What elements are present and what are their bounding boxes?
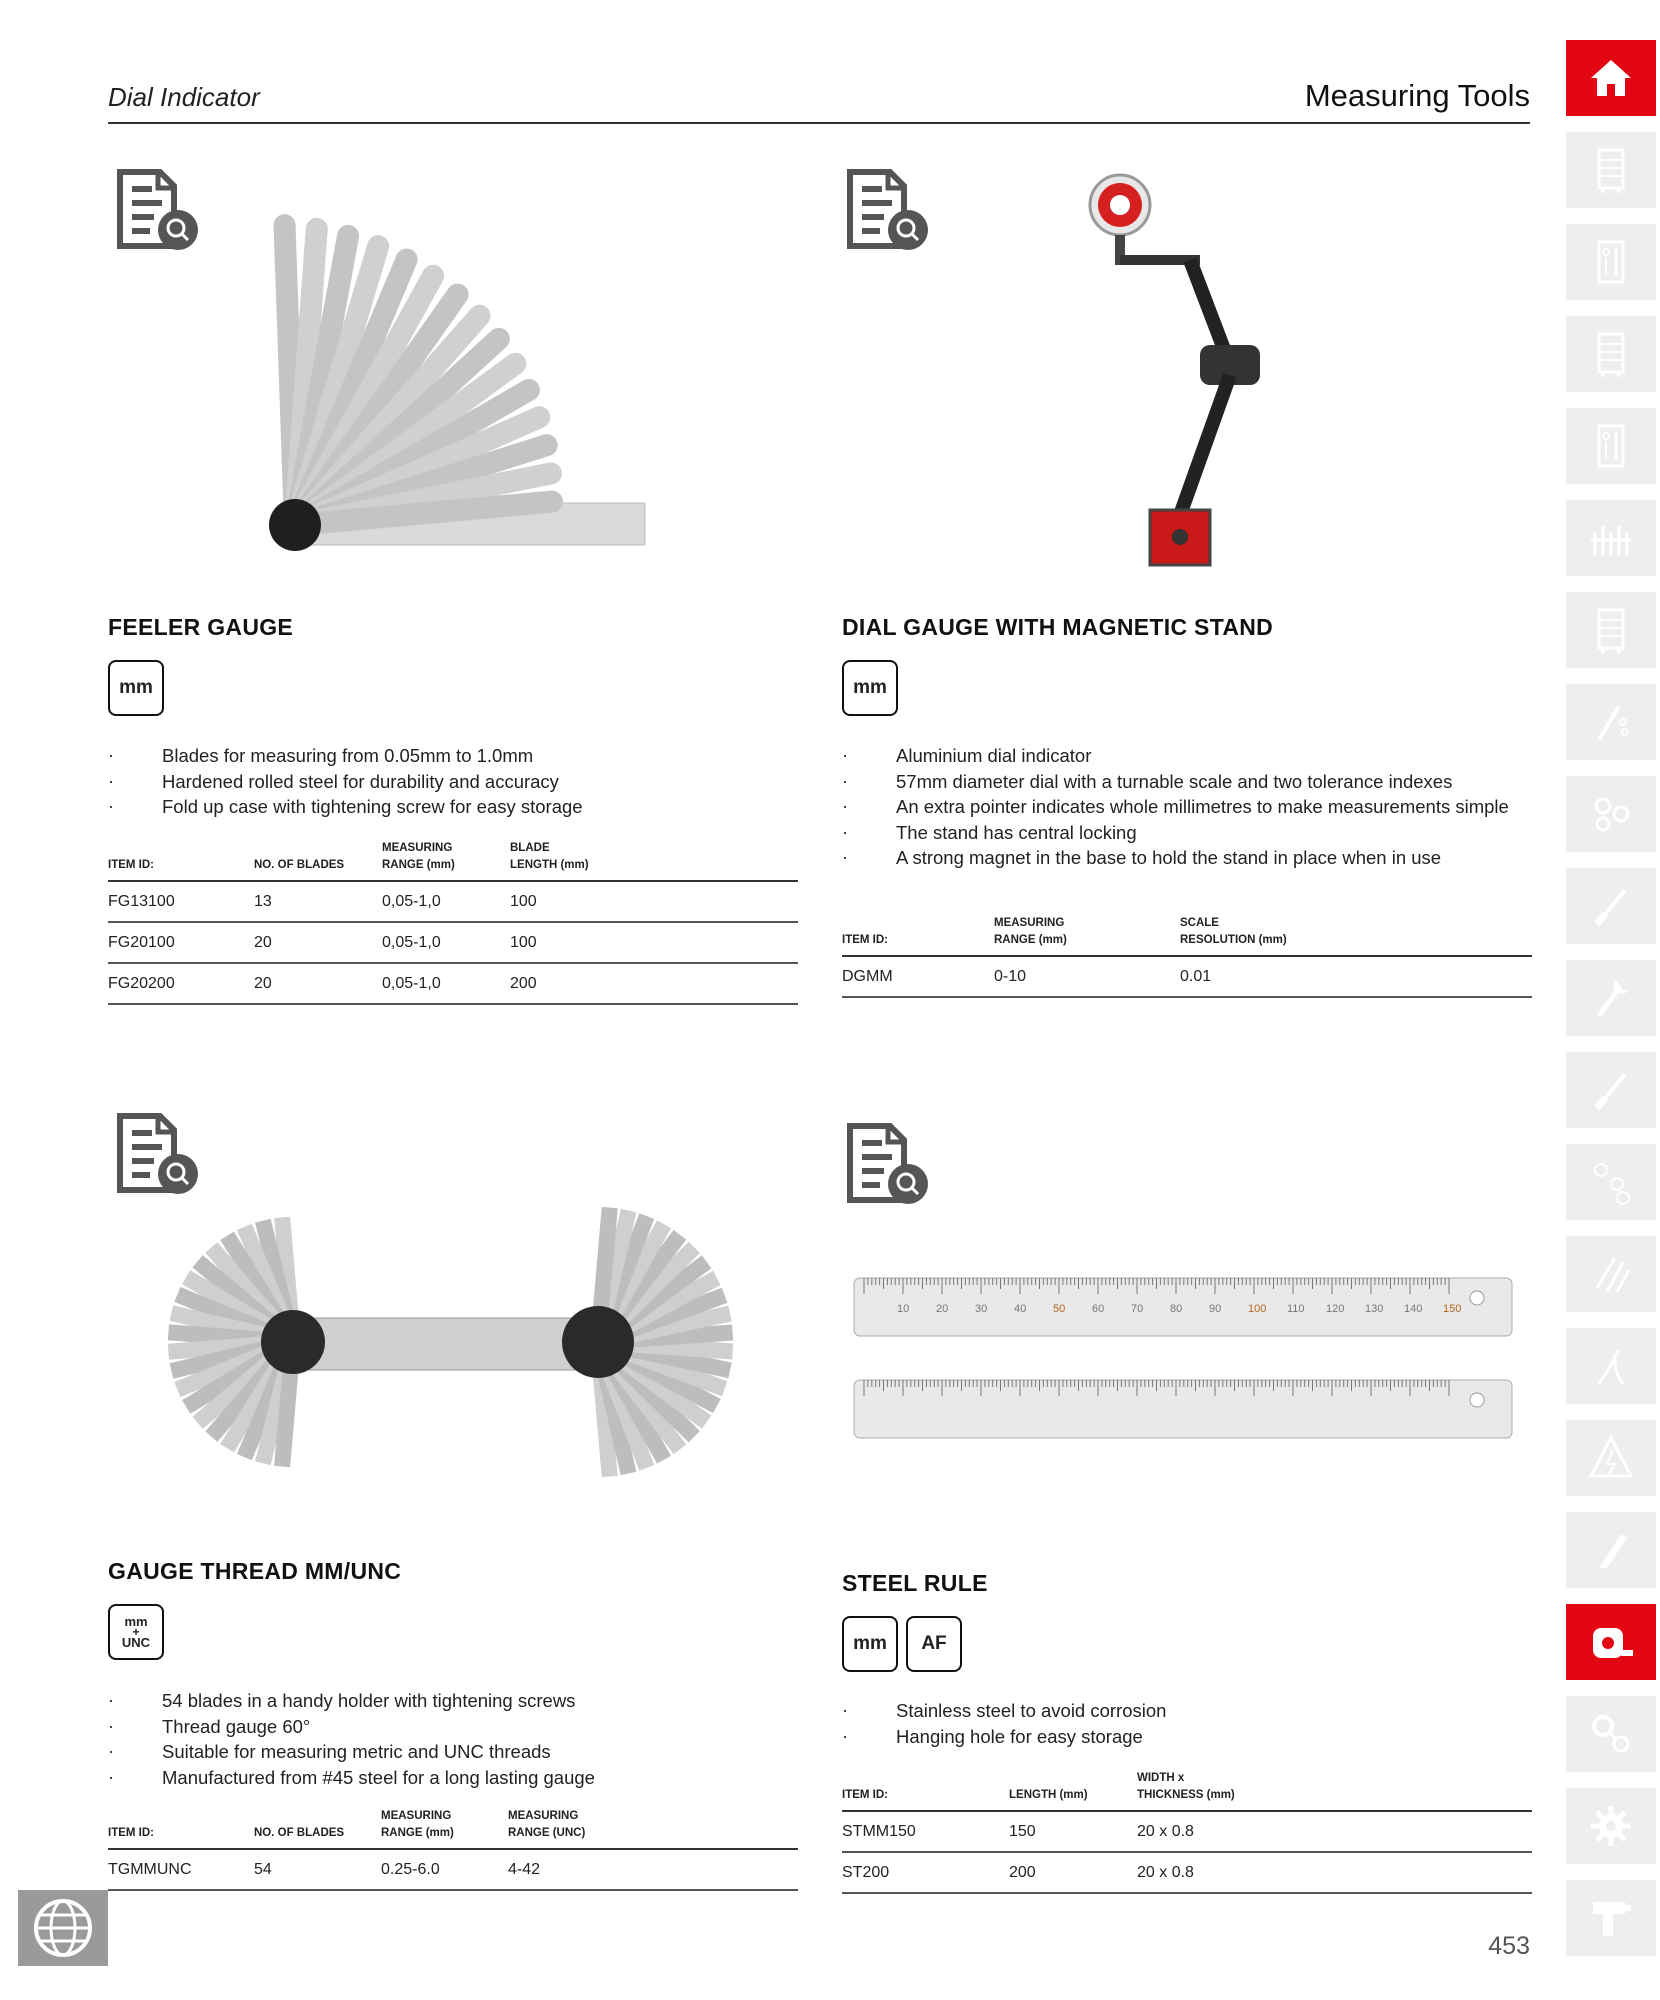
category-title: Measuring Tools <box>1304 78 1530 113</box>
table-cell: 200 <box>510 963 798 1004</box>
feature-item: · Manufactured from #45 steel for a long lasting gauge <box>108 1765 788 1791</box>
table-cell: 4-42 <box>508 1849 798 1890</box>
sidebar-item-tool-panel[interactable] <box>1566 224 1656 300</box>
feature-item: · Thread gauge 60° <box>108 1714 788 1740</box>
unit-badges <box>108 660 172 716</box>
page-number: 453 <box>1488 1932 1530 1960</box>
table-cell: 150 <box>1009 1811 1137 1852</box>
category-sidebar <box>1566 40 1660 1972</box>
ruler-mark-label: 60 <box>1092 1303 1105 1315</box>
datasheet-icon[interactable] <box>112 164 202 259</box>
table-row <box>108 1849 798 1890</box>
feature-item: · Suitable for measuring metric and UNC threads <box>108 1739 788 1765</box>
sidebar-item-allen-key[interactable] <box>1566 1236 1656 1312</box>
tool-cabinet-icon <box>1585 144 1637 196</box>
tool-cabinet-icon <box>1585 328 1637 380</box>
feature-item: · Stainless steel to avoid corrosion <box>842 1698 1532 1724</box>
feature-item: · 54 blades in a handy holder with tightening screws <box>108 1688 788 1714</box>
power-tool-icon <box>1585 1892 1637 1944</box>
sidebar-item-tool-cabinet[interactable] <box>1566 132 1656 208</box>
product-title-feeler: FEELER GAUGE <box>108 614 294 640</box>
sidebar-item-gear[interactable] <box>1566 1788 1656 1864</box>
table-cell: 100 <box>510 881 798 922</box>
column-header: BLADE LENGTH (mm) <box>510 840 798 881</box>
feature-item: · Fold up case with tightening screw for easy storage <box>108 794 788 820</box>
column-header: NO. OF BLADES <box>254 840 382 881</box>
screwdriver-icon <box>1585 1064 1637 1116</box>
feature-item: · Hanging hole for easy storage <box>842 1724 1532 1750</box>
gear-icon <box>1585 1800 1637 1852</box>
column-header: MEASURING RANGE (mm) <box>381 1808 508 1849</box>
feature-item: · The stand has central locking <box>842 820 1532 846</box>
column-header: WIDTH x THICKNESS (mm) <box>1137 1770 1532 1811</box>
ruler-mark-label: 120 <box>1326 1303 1345 1315</box>
table-cell: 20 x 0.8 <box>1137 1811 1532 1852</box>
sidebar-item-sockets[interactable] <box>1566 776 1656 852</box>
table-cell: FG20100 <box>108 922 254 963</box>
bits-icon <box>1585 1156 1637 1208</box>
column-header: ITEM ID: <box>108 840 254 881</box>
product-title-dial: DIAL GAUGE WITH MAGNETIC STAND <box>842 614 1274 640</box>
table-cell: STMM150 <box>842 1811 1009 1852</box>
feature-item: · Blades for measuring from 0.05mm to 1.0mm <box>108 743 788 769</box>
sidebar-item-pliers[interactable] <box>1566 1328 1656 1404</box>
sidebar-item-screwdriver[interactable] <box>1566 868 1656 944</box>
table-cell: 20 <box>254 963 382 1004</box>
wrench-set-icon <box>1585 696 1637 748</box>
unit-badge-mm: mm <box>108 660 164 716</box>
measuring-tape-icon <box>1585 1616 1637 1668</box>
sidebar-item-electrical[interactable] <box>1566 1420 1656 1496</box>
badge-text: UNC <box>121 1635 151 1650</box>
sidebar-item-measuring-tape[interactable] <box>1566 1604 1656 1680</box>
badge-text: + <box>132 1625 140 1639</box>
column-header: ITEM ID: <box>108 1808 254 1849</box>
document-search-icon <box>842 164 932 254</box>
spec-table-dial <box>842 915 1532 998</box>
feature-list-rule <box>842 1698 1532 1749</box>
ruler-mark-label: 150 <box>1443 1303 1462 1315</box>
column-header: NO. OF BLADES <box>254 1808 381 1849</box>
automotive-icon <box>1585 1708 1637 1760</box>
spec-table-rule <box>842 1770 1532 1894</box>
table-cell: 0.25-6.0 <box>381 1849 508 1890</box>
sidebar-item-spanner[interactable] <box>1566 960 1656 1036</box>
table-row <box>842 1852 1532 1893</box>
table-cell: 20 x 0.8 <box>1137 1852 1532 1893</box>
screwdriver-icon <box>1585 880 1637 932</box>
steel-rule-image <box>852 1268 1522 1463</box>
feature-list-feeler <box>108 743 788 820</box>
section-title: Dial Indicator <box>108 82 260 112</box>
document-search-icon <box>112 1108 202 1198</box>
spanner-icon <box>1585 972 1637 1024</box>
feature-list-thread <box>108 1688 788 1790</box>
table-cell: 20 <box>254 922 382 963</box>
table-cell: TGMMUNC <box>108 1849 254 1890</box>
pliers-icon <box>1585 1340 1637 1392</box>
tool-cabinet-icon <box>1585 604 1637 656</box>
datasheet-icon[interactable] <box>112 1108 202 1203</box>
table-row <box>108 922 798 963</box>
table-row <box>842 956 1532 997</box>
unit-badges <box>108 1604 172 1660</box>
unit-badge-mm: mm <box>842 660 898 716</box>
ruler-mark-label: 80 <box>1170 1303 1183 1315</box>
table-cell: 54 <box>254 1849 381 1890</box>
sidebar-item-knife[interactable] <box>1566 1512 1656 1588</box>
sockets-icon <box>1585 788 1637 840</box>
table-row <box>842 1811 1532 1852</box>
ruler-mark-label: 110 <box>1287 1303 1305 1315</box>
table-cell: 0-10 <box>994 956 1180 997</box>
sidebar-item-tool-cabinet[interactable] <box>1566 592 1656 668</box>
ruler-mark-label: 10 <box>897 1303 910 1315</box>
badge-text: mm <box>124 1614 148 1629</box>
ruler-mark-label: 70 <box>1131 1303 1144 1315</box>
feature-list-dial <box>842 743 1532 871</box>
header-divider <box>108 122 1530 124</box>
document-search-icon <box>842 1118 932 1208</box>
column-header: SCALE RESOLUTION (mm) <box>1180 915 1532 956</box>
sidebar-item-tool-panel[interactable] <box>1566 408 1656 484</box>
ruler-mark-label: 30 <box>975 1303 988 1315</box>
electrical-icon <box>1585 1432 1637 1484</box>
sidebar-item-home[interactable] <box>1566 40 1656 116</box>
table-row <box>108 881 798 922</box>
sidebar-item-tool-cabinet[interactable] <box>1566 316 1656 392</box>
home-icon <box>1585 52 1637 104</box>
feature-item: · 57mm diameter dial with a turnable scale and two tolerance indexes <box>842 769 1532 795</box>
feature-item: · A strong magnet in the base to hold the stand in place when in use <box>842 845 1532 871</box>
document-search-icon <box>112 164 202 254</box>
product-title-rule: STEEL RULE <box>842 1570 988 1596</box>
table-cell: DGMM <box>842 956 994 997</box>
datasheet-icon[interactable] <box>842 164 932 259</box>
unit-badge-mm: mm <box>842 1616 898 1672</box>
website-link[interactable] <box>18 1890 108 1966</box>
sidebar-item-wrench-set[interactable] <box>1566 684 1656 760</box>
spec-table-feeler <box>108 840 798 1005</box>
feature-item: · An extra pointer indicates whole millimetres to make measurements simple <box>842 794 1532 820</box>
ruler-mark-label: 130 <box>1365 1303 1384 1315</box>
thread-gauge-image <box>158 1200 748 1515</box>
ruler-mark-label: 100 <box>1248 1303 1267 1315</box>
table-cell: 0.01 <box>1180 956 1532 997</box>
table-cell: 0,05-1,0 <box>382 881 510 922</box>
feature-item: · Hardened rolled steel for durability and accuracy <box>108 769 788 795</box>
unit-badges <box>842 1616 970 1672</box>
feeler-gauge-image <box>255 185 655 570</box>
ruler-mark-label: 40 <box>1014 1303 1027 1315</box>
spec-table-thread <box>108 1808 798 1891</box>
table-cell: ST200 <box>842 1852 1009 1893</box>
globe-icon <box>32 1897 94 1959</box>
sidebar-item-tool-set[interactable] <box>1566 500 1656 576</box>
sidebar-item-screwdriver[interactable] <box>1566 1052 1656 1128</box>
datasheet-icon[interactable] <box>842 1118 932 1213</box>
ruler-mark-label: 20 <box>936 1303 949 1315</box>
feature-item: · Aluminium dial indicator <box>842 743 1532 769</box>
table-cell: FG20200 <box>108 963 254 1004</box>
unit-badges <box>842 660 906 716</box>
tool-set-icon <box>1585 512 1637 564</box>
unit-badge-mm-unc <box>108 1604 164 1660</box>
column-header: LENGTH (mm) <box>1009 1770 1137 1811</box>
ruler-mark-label: 50 <box>1053 1303 1066 1315</box>
sidebar-item-automotive[interactable] <box>1566 1696 1656 1772</box>
ruler-mark-label: 140 <box>1404 1303 1423 1315</box>
table-row <box>108 963 798 1004</box>
column-header: MEASURING RANGE (mm) <box>382 840 510 881</box>
sidebar-item-bits[interactable] <box>1566 1144 1656 1220</box>
column-header: MEASURING RANGE (mm) <box>994 915 1180 956</box>
table-cell: 0,05-1,0 <box>382 922 510 963</box>
table-cell: 0,05-1,0 <box>382 963 510 1004</box>
column-header: MEASURING RANGE (UNC) <box>508 1808 798 1849</box>
tool-panel-icon <box>1585 420 1637 472</box>
dial-gauge-image <box>1070 165 1310 590</box>
table-cell: 100 <box>510 922 798 963</box>
unit-badge-af: AF <box>906 1616 962 1672</box>
sidebar-item-power-tool[interactable] <box>1566 1880 1656 1956</box>
product-title-thread: GAUGE THREAD MM/UNC <box>108 1558 402 1584</box>
tool-panel-icon <box>1585 236 1637 288</box>
ruler-mark-label: 90 <box>1209 1303 1222 1315</box>
table-cell: 13 <box>254 881 382 922</box>
column-header: ITEM ID: <box>842 1770 1009 1811</box>
allen-key-icon <box>1585 1248 1637 1300</box>
table-cell: 200 <box>1009 1852 1137 1893</box>
table-cell: FG13100 <box>108 881 254 922</box>
column-header: ITEM ID: <box>842 915 994 956</box>
knife-icon <box>1585 1524 1637 1576</box>
